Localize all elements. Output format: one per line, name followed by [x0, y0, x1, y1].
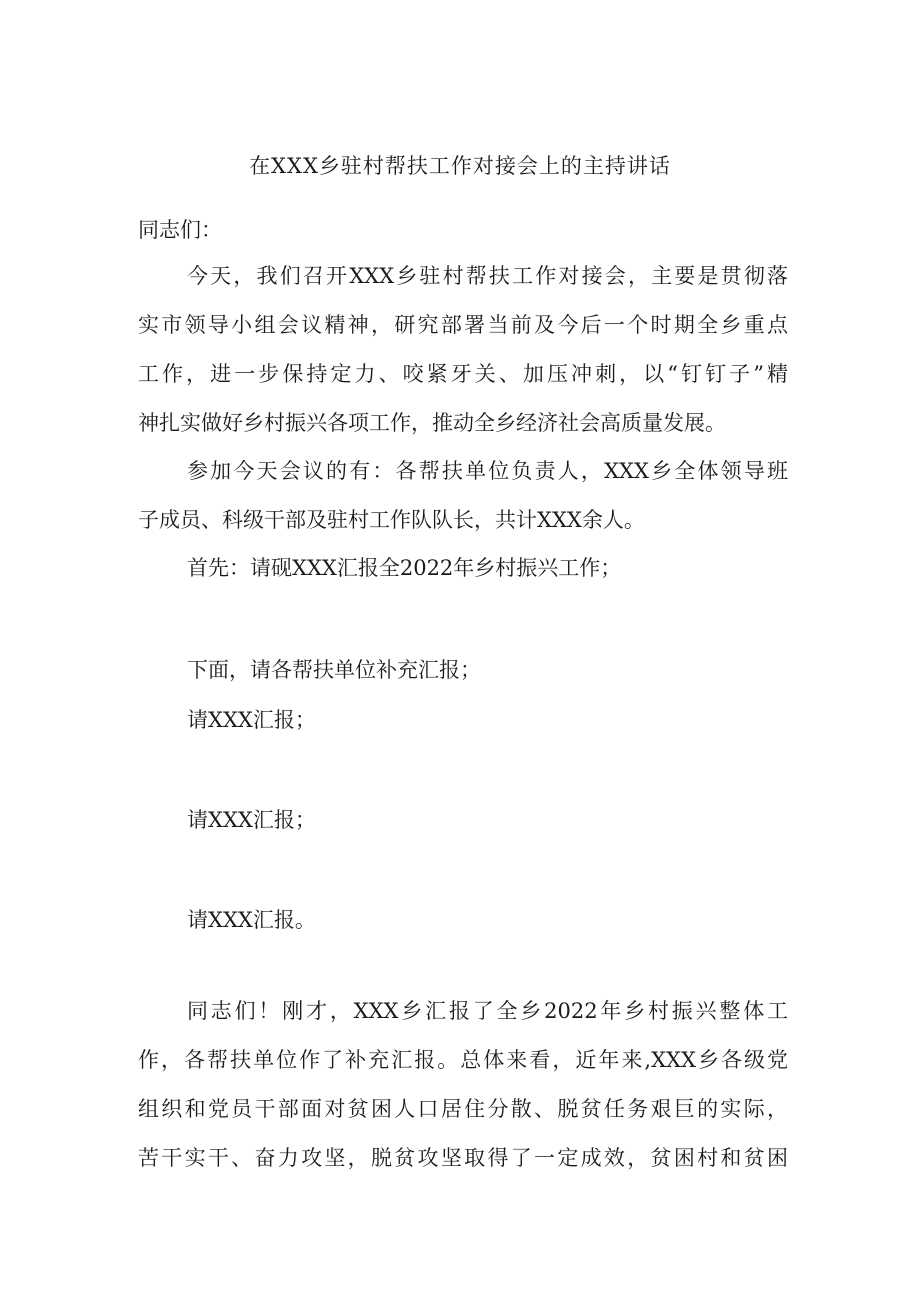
report-line-1: 请XXX汇报； — [187, 708, 316, 732]
paragraph-3-line-1: 同志们！刚才，XXX乡汇报了全乡2022年乡村振兴整体工 — [187, 999, 788, 1023]
salutation: 同志们： — [138, 218, 222, 242]
paragraph-2-line-1: 参加今天会议的有：各帮扶单位负责人，XXX乡全体领导班 — [187, 459, 788, 483]
paragraph-1-line-2: 实市领导小组会议精神，研究部署当前及今后一个时期全乡重点 — [138, 313, 788, 337]
paragraph-1-line-1: 今天，我们召开XXX乡驻村帮扶工作对接会，主要是贯彻落 — [187, 264, 788, 288]
first-report-line: 首先：请砚XXX汇报全2022年乡村振兴工作； — [187, 556, 622, 580]
paragraph-1-line-4: 神扎实做好乡村振兴各项工作，推动全乡经济社会高质量发展。 — [138, 411, 726, 435]
paragraph-1-line-3: 工作，进一步保持定力、咬紧牙关、加压冲刺，以“钉钉子”精 — [138, 362, 788, 386]
document-title: 在XXX乡驻村帮扶工作对接会上的主持讲话 — [249, 154, 671, 178]
paragraph-2-line-2: 子成员、科级干部及驻村工作队队长，共计XXX余人。 — [138, 508, 645, 532]
report-line-2: 请XXX汇报； — [187, 808, 316, 832]
paragraph-3-line-2: 作，各帮扶单位作了补充汇报。总体来看，近年来,XXX乡各级党 — [138, 1048, 788, 1072]
report-line-3: 请XXX汇报。 — [187, 908, 316, 932]
next-reports-line: 下面，请各帮扶单位补充汇报； — [187, 658, 481, 682]
paragraph-3-line-4: 苦干实干、奋力攻坚，脱贫攻坚取得了一定成效，贫困村和贫困 — [138, 1146, 788, 1170]
paragraph-3-line-3: 组织和党员干部面对贫困人口居住分散、脱贫任务艰巨的实际， — [138, 1097, 788, 1121]
